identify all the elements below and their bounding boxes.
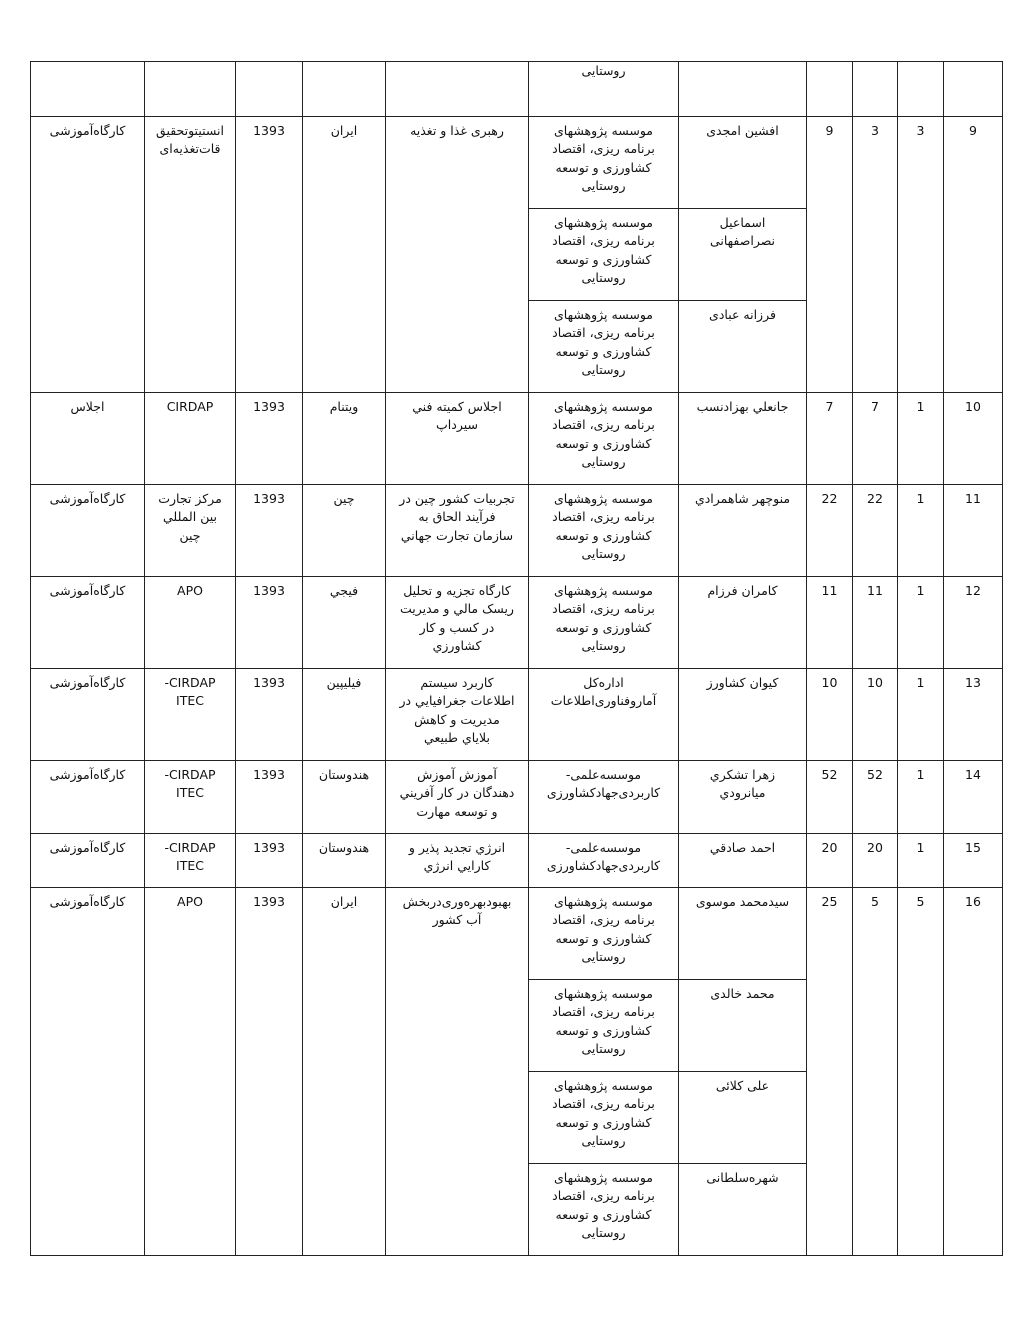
cell-c2: 5 xyxy=(898,888,944,1256)
cell-num: 9 xyxy=(944,117,1003,393)
cell-c4: 25 xyxy=(807,888,853,1256)
cell-country xyxy=(303,62,386,117)
cell-name: محمد خالدی xyxy=(679,980,807,1072)
cell-type: کارگاه‌آموزشی xyxy=(31,577,145,669)
cell-year: 1393 xyxy=(236,117,303,393)
cell-c4: 52 xyxy=(807,761,853,834)
cell-organizer xyxy=(145,62,236,117)
cell-organizer: APO xyxy=(145,577,236,669)
cell-affiliation: موسسه پژوهشهای برنامه ریزی، اقتصاد کشاورزی و توسعه روستایی xyxy=(529,577,679,669)
cell-year: 1393 xyxy=(236,393,303,485)
cell-affiliation: موسسه پژوهشهای برنامه ریزی، اقتصاد کشاورزی و توسعه روستایی xyxy=(529,888,679,980)
cell-name: شهره‌سلطانی xyxy=(679,1164,807,1256)
cell-c2: 1 xyxy=(898,485,944,577)
cell-year: 1393 xyxy=(236,761,303,834)
cell-affiliation: موسسه پژوهشهای برنامه ریزی، اقتصاد کشاورزی و توسعه روستایی xyxy=(529,1072,679,1164)
cell-name: احمد صادقي xyxy=(679,834,807,888)
cell-year xyxy=(236,62,303,117)
cell-type: کارگاه‌آموزشی xyxy=(31,485,145,577)
cell-c3: 3 xyxy=(853,117,898,393)
table-row xyxy=(31,577,1003,669)
cell-title: انرژي تجديد پذير و کارايي انرژي xyxy=(386,834,529,888)
cell-year: 1393 xyxy=(236,888,303,1256)
cell-title: بهبودبهره‌وری‌دربخش آب کشور xyxy=(386,888,529,1256)
cell-c3: 7 xyxy=(853,393,898,485)
cell-organizer: انستیتوتحقیق قات‌تغذیه‌ای xyxy=(145,117,236,393)
cell-title xyxy=(386,62,529,117)
cell-type: کارگاه‌آموزشی xyxy=(31,888,145,1256)
cell-c4: 11 xyxy=(807,577,853,669)
table-row xyxy=(31,888,1003,980)
cell-num: 15 xyxy=(944,834,1003,888)
cell-name xyxy=(679,62,807,117)
table-row xyxy=(31,669,1003,761)
cell-name: علی کلائی xyxy=(679,1072,807,1164)
cell-title: کاربرد سيستم اطلاعات جغرافيايي در مديريت و کاهش بلاياي طبيعي xyxy=(386,669,529,761)
cell-c4: 22 xyxy=(807,485,853,577)
cell-affiliation: موسسه پژوهشهای برنامه ریزی، اقتصاد کشاورزی و توسعه روستایی xyxy=(529,1164,679,1256)
cell-organizer: CIRDAP- ITEC xyxy=(145,669,236,761)
cell-c2 xyxy=(898,62,944,117)
cell-title: رهبری غذا و تغذیه xyxy=(386,117,529,393)
cell-affiliation: موسسه پژوهشهای برنامه ریزی، اقتصاد کشاورزی و توسعه روستایی xyxy=(529,117,679,209)
cell-c3: 5 xyxy=(853,888,898,1256)
cell-c2: 1 xyxy=(898,761,944,834)
cell-num: 12 xyxy=(944,577,1003,669)
cell-c3 xyxy=(853,62,898,117)
cell-c3: 10 xyxy=(853,669,898,761)
cell-affiliation: موسسه پژوهشهای برنامه ریزی، اقتصاد کشاورزی و توسعه روستایی xyxy=(529,301,679,393)
cell-title: تجربيات کشور چين در فرآيند الحاق به سازمان تجارت جهاني xyxy=(386,485,529,577)
cell-country: ایران xyxy=(303,888,386,1256)
cell-c4: 10 xyxy=(807,669,853,761)
cell-type: کارگاه‌آموزشی xyxy=(31,761,145,834)
cell-affiliation: موسسه‌علمی- کاربردی‌جهادکشاورزی xyxy=(529,761,679,834)
cell-name: جانعلي بهزادنسب xyxy=(679,393,807,485)
cell-name: اسماعیل نصراصفهانی xyxy=(679,209,807,301)
cell-c3: 22 xyxy=(853,485,898,577)
cell-organizer: مرکز تجارت بين المللي چين xyxy=(145,485,236,577)
cell-c3: 52 xyxy=(853,761,898,834)
cell-c2: 3 xyxy=(898,117,944,393)
cell-c4: 7 xyxy=(807,393,853,485)
cell-num: 14 xyxy=(944,761,1003,834)
cell-title: اجلاس کميته فني سيرداپ xyxy=(386,393,529,485)
cell-c4: 9 xyxy=(807,117,853,393)
cell-c2: 1 xyxy=(898,393,944,485)
table-row xyxy=(31,393,1003,485)
table-row xyxy=(31,485,1003,577)
cell-country: ایران xyxy=(303,117,386,393)
table-row-continuation xyxy=(31,62,1003,117)
cell-name: منوچهر شاهمرادي xyxy=(679,485,807,577)
cell-affiliation: موسسه‌علمی- کاربردی‌جهادکشاورزی xyxy=(529,834,679,888)
cell-affiliation: موسسه پژوهشهای برنامه ریزی، اقتصاد کشاورزی و توسعه روستایی xyxy=(529,485,679,577)
cell-country: هندوستان xyxy=(303,834,386,888)
cell-country: ويتنام xyxy=(303,393,386,485)
participants-table xyxy=(30,61,1003,1256)
cell-year: 1393 xyxy=(236,577,303,669)
cell-title: کارگاه تجزيه و تحليل ريسک مالي و مديريت در کسب و کار کشاورزي xyxy=(386,577,529,669)
cell-c3: 20 xyxy=(853,834,898,888)
cell-title: آموزش آموزش دهندگان در کار آفريني و توسعه مهارت xyxy=(386,761,529,834)
cell-name: افشین امجدی xyxy=(679,117,807,209)
cell-type: اجلاس xyxy=(31,393,145,485)
cell-type: کارگاه‌آموزشی xyxy=(31,117,145,393)
cell-num xyxy=(944,62,1003,117)
cell-num: 11 xyxy=(944,485,1003,577)
cell-c2: 1 xyxy=(898,669,944,761)
cell-type: کارگاه‌آموزشی xyxy=(31,834,145,888)
cell-name: کیوان کشاورز xyxy=(679,669,807,761)
cell-num: 16 xyxy=(944,888,1003,1256)
cell-country: فيليپين xyxy=(303,669,386,761)
cell-affiliation: موسسه پژوهشهای برنامه ریزی، اقتصاد کشاورزی و توسعه روستایی xyxy=(529,393,679,485)
cell-num: 10 xyxy=(944,393,1003,485)
cell-organizer: APO xyxy=(145,888,236,1256)
cell-country: چين xyxy=(303,485,386,577)
cell-num: 13 xyxy=(944,669,1003,761)
cell-affiliation: موسسه پژوهشهای برنامه ریزی، اقتصاد کشاورزی و توسعه روستایی xyxy=(529,209,679,301)
cell-organizer: CIRDAP- ITEC xyxy=(145,761,236,834)
cell-year: 1393 xyxy=(236,834,303,888)
cell-c2: 1 xyxy=(898,834,944,888)
cell-affiliation: اداره‌کل آماروفناوری‌اطلاعات xyxy=(529,669,679,761)
table-row xyxy=(31,761,1003,834)
cell-country: فيجي xyxy=(303,577,386,669)
cell-organizer: CIRDAP- ITEC xyxy=(145,834,236,888)
cell-country: هندوستان xyxy=(303,761,386,834)
cell-name: فرزانه عبادی xyxy=(679,301,807,393)
cell-c4 xyxy=(807,62,853,117)
cell-type xyxy=(31,62,145,117)
table-row xyxy=(31,834,1003,888)
cell-c4: 20 xyxy=(807,834,853,888)
cell-name: سیدمحمد موسوی xyxy=(679,888,807,980)
cell-name: کامران فرزام xyxy=(679,577,807,669)
cell-year: 1393 xyxy=(236,669,303,761)
table-row xyxy=(31,117,1003,209)
cell-organizer: CIRDAP xyxy=(145,393,236,485)
cell-c2: 1 xyxy=(898,577,944,669)
cell-affiliation: روستایی xyxy=(529,62,679,117)
cell-c3: 11 xyxy=(853,577,898,669)
cell-name: زهرا تشکري ميانرودي xyxy=(679,761,807,834)
table-body xyxy=(31,62,1003,1256)
cell-year: 1393 xyxy=(236,485,303,577)
cell-affiliation: موسسه پژوهشهای برنامه ریزی، اقتصاد کشاورزی و توسعه روستایی xyxy=(529,980,679,1072)
cell-type: کارگاه‌آموزشی xyxy=(31,669,145,761)
